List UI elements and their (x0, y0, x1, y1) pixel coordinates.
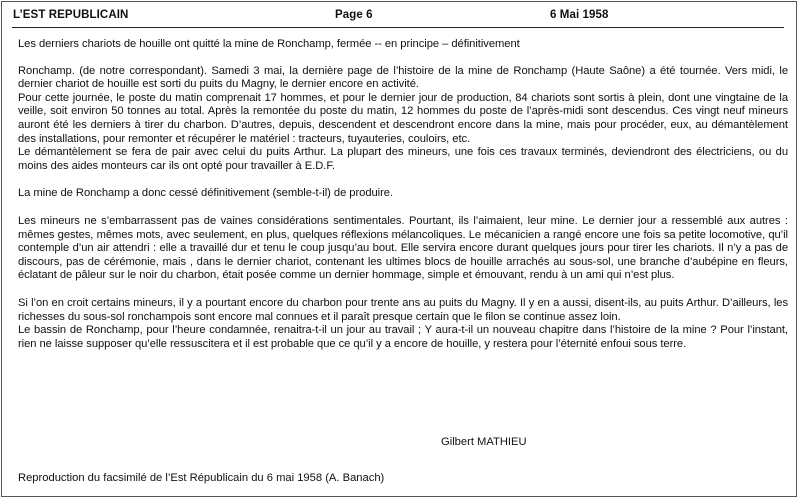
header-rule (12, 27, 784, 28)
article-paragraph-5: Les mineurs ne s’embarrassent pas de vaines considérations sentimentales. Pourtant, ils l’aimaient, leur mine. Le dernier jour a ressemblé aux autres : mêmes gestes, mêmes mots, avec seulement, en plus, quelques réflexions mélancoliques. Le mécanicien a rangé encore une fois sa petite locomotive, qu’il contemple d’un air attendri : elle a travaillé dur et tenu le coup jusqu’au bout. Elle servira encore durant quelques jours pour tirer les chariots. Il n’y a pas de discours, pas de cérémonie, mais , dans le dernier chariot, contenant les ultimes blocs de houille arrachés au sous-sol, une branche d’aubépine en fleurs, éclatant de pâleur sur le noir du charbon, était posée comme un dernier hommage, simple et émouvant, rendu à un ami qui n’est plus. (18, 214, 788, 282)
article-paragraph-6: Si l’on en croit certains mineurs, il y a pourtant encore du charbon pour trente ans au puits du Magny. Il y en a aussi, disent-ils, au puits Arthur. D’ailleurs, les richesses du sous-sol ronchampois sont encore mal connues et il paraît presque certain que le filon se continue assez loin. (18, 296, 788, 323)
article-paragraph-3: Le démantèlement se fera de pair avec celui du puits Arthur. La plupart des mineurs, une fois ces travaux terminés, deviendront des électriciens, ou du moins des aides monteurs car ils ont opté pour travailler à E.D.F. (18, 146, 788, 172)
reproduction-credit: Reproduction du facsimilé de l’Est Républicain du 6 mai 1958 (A. Banach) (18, 472, 385, 484)
page-number: Page 6 (335, 9, 373, 21)
publication-date: 6 Mai 1958 (550, 9, 609, 21)
article-headline: Les derniers chariots de houille ont quitté la mine de Ronchamp, fermée -- en principe – définitivement (18, 38, 520, 50)
article-paragraph-4: La mine de Ronchamp a donc cessé définitivement (semble-t-il) de produire. (18, 187, 393, 200)
article-paragraph-1: Ronchamp. (de notre correspondant). Samedi 3 mai, la dernière page de l’histoire de la mine de Ronchamp (Haute Saône) a été tournée. Vers midi, le dernier chariot de houille est sorti du puits du Magny, le dernier encore en activité. (18, 64, 788, 91)
newspaper-header (13, 9, 783, 25)
article-paragraph-2: Pour cette journée, le poste du matin comprenait 17 hommes, et pour le dernier jour de production, 84 chariots sont sortis à plein, dont une vingtaine de la veille, soit environ 50 tonnes au total. Après la remontée du poste du matin, 12 hommes du poste de l’après-midi sont descendus. Ces vingt neuf mineurs auront été les derniers à tirer du charbon. D’autres, depuis, descendent et descendront encore dans la mine, mais pour procéder, eux, au démantèlement des installations, pour remonter et récupérer le matériel : tracteurs, tuyauteries, couloirs, etc. (18, 91, 788, 145)
author-signature: Gilbert MATHIEU (441, 436, 527, 448)
publication-name: L’EST REPUBLICAIN (13, 9, 129, 21)
article-paragraph-7: Le bassin de Ronchamp, pour l’heure condamnée, renaitra-t-il un jour au travail ; Y aura-t-il un nouveau chapitre dans l’histoire de la mine ? Pour l’instant, rien ne laisse supposer qu’elle ressuscitera et il est probable que ce qu’il y a encore de houille, y restera pour l’éternité enfoui sous terre. (18, 324, 788, 350)
article-body (18, 38, 788, 351)
